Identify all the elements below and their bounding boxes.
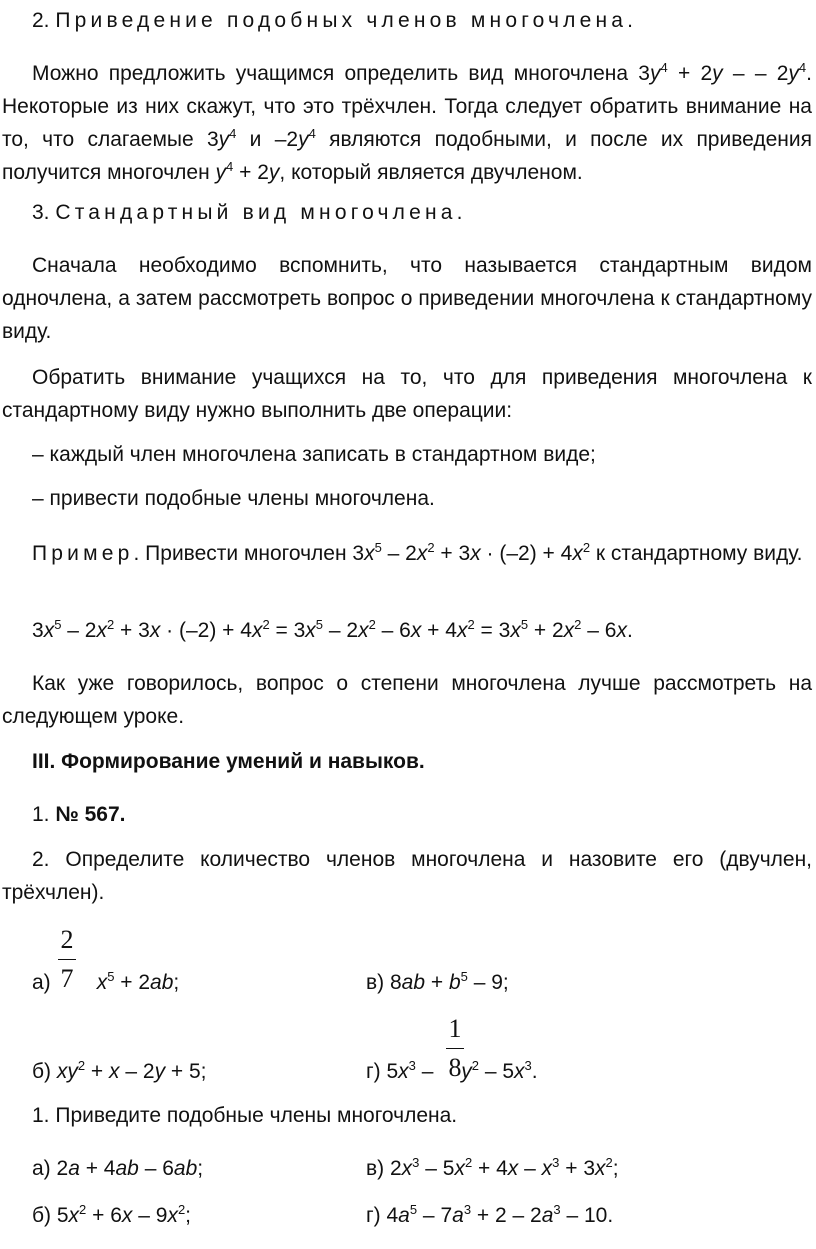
example-equation	[2, 614, 812, 647]
exp: 2	[427, 540, 435, 555]
var: x	[68, 1204, 80, 1227]
var: x	[96, 971, 108, 994]
text: .	[531, 1060, 538, 1083]
text: +	[85, 1060, 110, 1083]
var: y	[650, 62, 661, 85]
exp: 2	[262, 617, 270, 632]
text: + 2	[114, 971, 151, 994]
var: y	[298, 128, 309, 151]
task-3: 1. Приведите подобные члены многочлена.	[32, 1104, 458, 1127]
text: + 4	[79, 1157, 116, 1180]
var: ab	[150, 971, 174, 994]
text: + 4	[421, 619, 457, 642]
exercise2-g	[366, 1199, 613, 1232]
section-iii-heading: III. Формирование умений и навыков.	[32, 750, 425, 773]
var: b	[448, 971, 461, 994]
exp: 4	[229, 126, 237, 141]
var: a	[541, 1204, 554, 1227]
fraction-denominator: 8	[448, 1053, 462, 1082]
exp: 5	[315, 617, 324, 632]
exp: 3	[412, 1155, 420, 1170]
section-3-paragraph-1: Сначала необходимо вспомнить, что называется стандартным видом одночлена, а затем рассмотреть вопрос о приведении многочлена к стандартному виду.	[2, 254, 812, 343]
text: = 3	[474, 619, 511, 642]
var: x	[96, 619, 107, 642]
text: являются подобными, и после их приведения получится многочлен	[2, 128, 812, 184]
text: + 6	[86, 1204, 122, 1227]
exp: 5	[460, 969, 468, 984]
text: – 9;	[467, 971, 509, 994]
var: x	[470, 542, 481, 565]
text: к стандартному виду.	[590, 542, 803, 565]
text: · (–2) + 4	[160, 619, 252, 642]
task-1-number: 1.	[32, 803, 50, 826]
text: · (–2) + 4	[480, 542, 573, 565]
var: x	[616, 619, 627, 642]
section-3-paragraph-3: Как уже говорилось, вопрос о степени многочлена лучше рассмотреть на следующем уроке.	[2, 672, 812, 728]
exp: 2	[368, 617, 376, 632]
text: – 2	[381, 542, 417, 565]
var: x	[563, 619, 575, 642]
exp: 5	[520, 617, 529, 632]
text: + 3	[434, 542, 471, 565]
text: и –2	[236, 128, 299, 151]
var: x	[109, 1060, 120, 1083]
exercise2-b	[32, 1199, 191, 1232]
exp: 4	[660, 60, 668, 75]
exercise2-v	[366, 1152, 619, 1185]
text: + 5;	[165, 1060, 207, 1083]
var: a	[398, 1204, 410, 1227]
exercise-a	[32, 966, 179, 999]
var: x	[416, 542, 428, 565]
text: ;	[173, 971, 180, 994]
var: x	[251, 619, 263, 642]
text: = 3	[269, 619, 306, 642]
label: б) 5	[32, 1204, 69, 1227]
text: .	[626, 619, 633, 642]
text: –	[518, 1157, 542, 1180]
var: x	[305, 619, 316, 642]
section-2-number: 2.	[32, 9, 50, 32]
text: . Некоторые из них скажут, что это трёхчлен. Тогда следует обратить внимание на то, что слагаемые 3	[2, 62, 812, 151]
text: – 6	[138, 1157, 174, 1180]
text: + 4	[472, 1157, 508, 1180]
exp: 3	[463, 1202, 472, 1217]
label: г) 4	[366, 1204, 399, 1227]
label: в) 2	[366, 1157, 402, 1180]
var: x	[149, 619, 161, 642]
var: y	[268, 161, 280, 184]
exp: 5	[374, 540, 382, 555]
var: x	[510, 619, 521, 642]
var: xy	[56, 1060, 78, 1083]
exp: 3	[553, 1202, 561, 1217]
section-3-title: Стандартный вид многочлена.	[55, 201, 467, 224]
label: а)	[32, 971, 51, 994]
text: + 3	[114, 619, 150, 642]
example-label: Пример	[32, 542, 134, 565]
text: Привести многочлен 3	[139, 542, 365, 565]
section-3-heading	[32, 196, 467, 229]
exp: 2	[77, 1058, 86, 1073]
var: x	[514, 1060, 525, 1083]
var: x	[572, 542, 583, 565]
exp: 2	[79, 1202, 87, 1217]
var: y	[218, 128, 230, 151]
text: – 10.	[560, 1204, 614, 1227]
text: + 2	[667, 62, 713, 85]
var: x	[410, 619, 422, 642]
var: x	[121, 1204, 133, 1227]
var: x	[454, 1157, 465, 1180]
task-2: 2. Определите количество членов многочлена и назовите его (двучлен, трёхчлен).	[2, 848, 812, 904]
exp: 3	[552, 1155, 560, 1170]
text: – – 2	[722, 62, 789, 85]
var: x	[541, 1157, 553, 1180]
list-item-1: – каждый член многочлена записать в стандартном виде;	[32, 443, 596, 466]
label: г) 5	[366, 1060, 399, 1083]
exp: 2	[582, 540, 591, 555]
text: +	[425, 971, 449, 994]
var: y	[461, 1060, 472, 1083]
exp: 3	[524, 1058, 532, 1073]
text: – 5	[479, 1060, 515, 1083]
fraction-bar	[446, 1048, 464, 1049]
text: – 6	[375, 619, 411, 642]
var: y	[215, 161, 227, 184]
text: + 2	[233, 161, 269, 184]
text: + 3	[559, 1157, 596, 1180]
text: + 2 – 2	[471, 1204, 542, 1227]
var: x	[167, 1204, 178, 1227]
text: – 5	[419, 1157, 455, 1180]
text: ;	[197, 1157, 204, 1180]
exercise2-a	[32, 1152, 203, 1185]
exp: 5	[54, 617, 62, 632]
text: ;	[185, 1204, 192, 1227]
label: а) 2	[32, 1157, 69, 1180]
task-1	[32, 798, 125, 831]
exp: 5	[107, 969, 115, 984]
var: ab	[173, 1157, 198, 1180]
example-paragraph	[2, 537, 812, 570]
exp: 2	[471, 1058, 479, 1073]
exp: 4	[226, 159, 234, 174]
fraction-numerator: 2	[60, 925, 74, 954]
exercise-g	[366, 1055, 538, 1088]
exp: 4	[308, 126, 316, 141]
var: y	[788, 62, 799, 85]
exp: 4	[798, 60, 807, 75]
section-2-paragraph	[2, 57, 812, 189]
text: .	[133, 542, 140, 565]
section-2-heading	[32, 4, 637, 37]
exercise-v	[366, 966, 509, 999]
label: в) 8	[366, 971, 402, 994]
label: б)	[32, 1060, 57, 1083]
var: ab	[115, 1157, 139, 1180]
var: x	[401, 1157, 413, 1180]
exp: 2	[106, 617, 115, 632]
section-3-number: 3.	[32, 201, 50, 224]
text: – 2	[323, 619, 359, 642]
exp: 2	[467, 617, 475, 632]
var: x	[358, 619, 369, 642]
section-2-title: Приведение подобных членов многочлена.	[55, 9, 638, 32]
var: y	[712, 62, 723, 85]
var: a	[68, 1157, 80, 1180]
var: x	[364, 542, 375, 565]
text: –	[415, 1060, 440, 1083]
text: , который является двучленом.	[279, 161, 583, 184]
exp: 2	[574, 617, 582, 632]
task-1-label: № 567.	[55, 803, 126, 826]
var: ab	[401, 971, 426, 994]
fraction-denominator: 7	[60, 964, 74, 993]
exp: 2	[464, 1155, 473, 1170]
exp: 2	[605, 1155, 613, 1170]
text: – 2	[119, 1060, 155, 1083]
text: 3	[32, 619, 44, 642]
var: x	[507, 1157, 519, 1180]
fraction-numerator: 1	[448, 1014, 462, 1043]
var: y	[154, 1060, 166, 1083]
section-3-paragraph-2: Обратить внимание учащихся на то, что для приведения многочлена к стандартному виду нужно выполнить две операции:	[2, 366, 812, 422]
var: x	[595, 1157, 606, 1180]
var: a	[452, 1204, 464, 1227]
var: x	[43, 619, 55, 642]
var: x	[456, 619, 468, 642]
text: – 7	[417, 1204, 453, 1227]
text: Можно предложить учащимся определить вид многочлена 3	[32, 62, 650, 85]
exp: 2	[177, 1202, 186, 1217]
text: ;	[612, 1157, 619, 1180]
exp: 3	[408, 1058, 416, 1073]
exercise-b	[32, 1055, 207, 1088]
exp: 5	[409, 1202, 418, 1217]
text: – 2	[61, 619, 97, 642]
list-item-2: – привести подобные члены многочлена.	[32, 487, 435, 510]
text: – 9	[132, 1204, 168, 1227]
text: – 6	[581, 619, 617, 642]
var: x	[398, 1060, 409, 1083]
fraction-bar	[58, 959, 76, 960]
text: + 2	[528, 619, 564, 642]
